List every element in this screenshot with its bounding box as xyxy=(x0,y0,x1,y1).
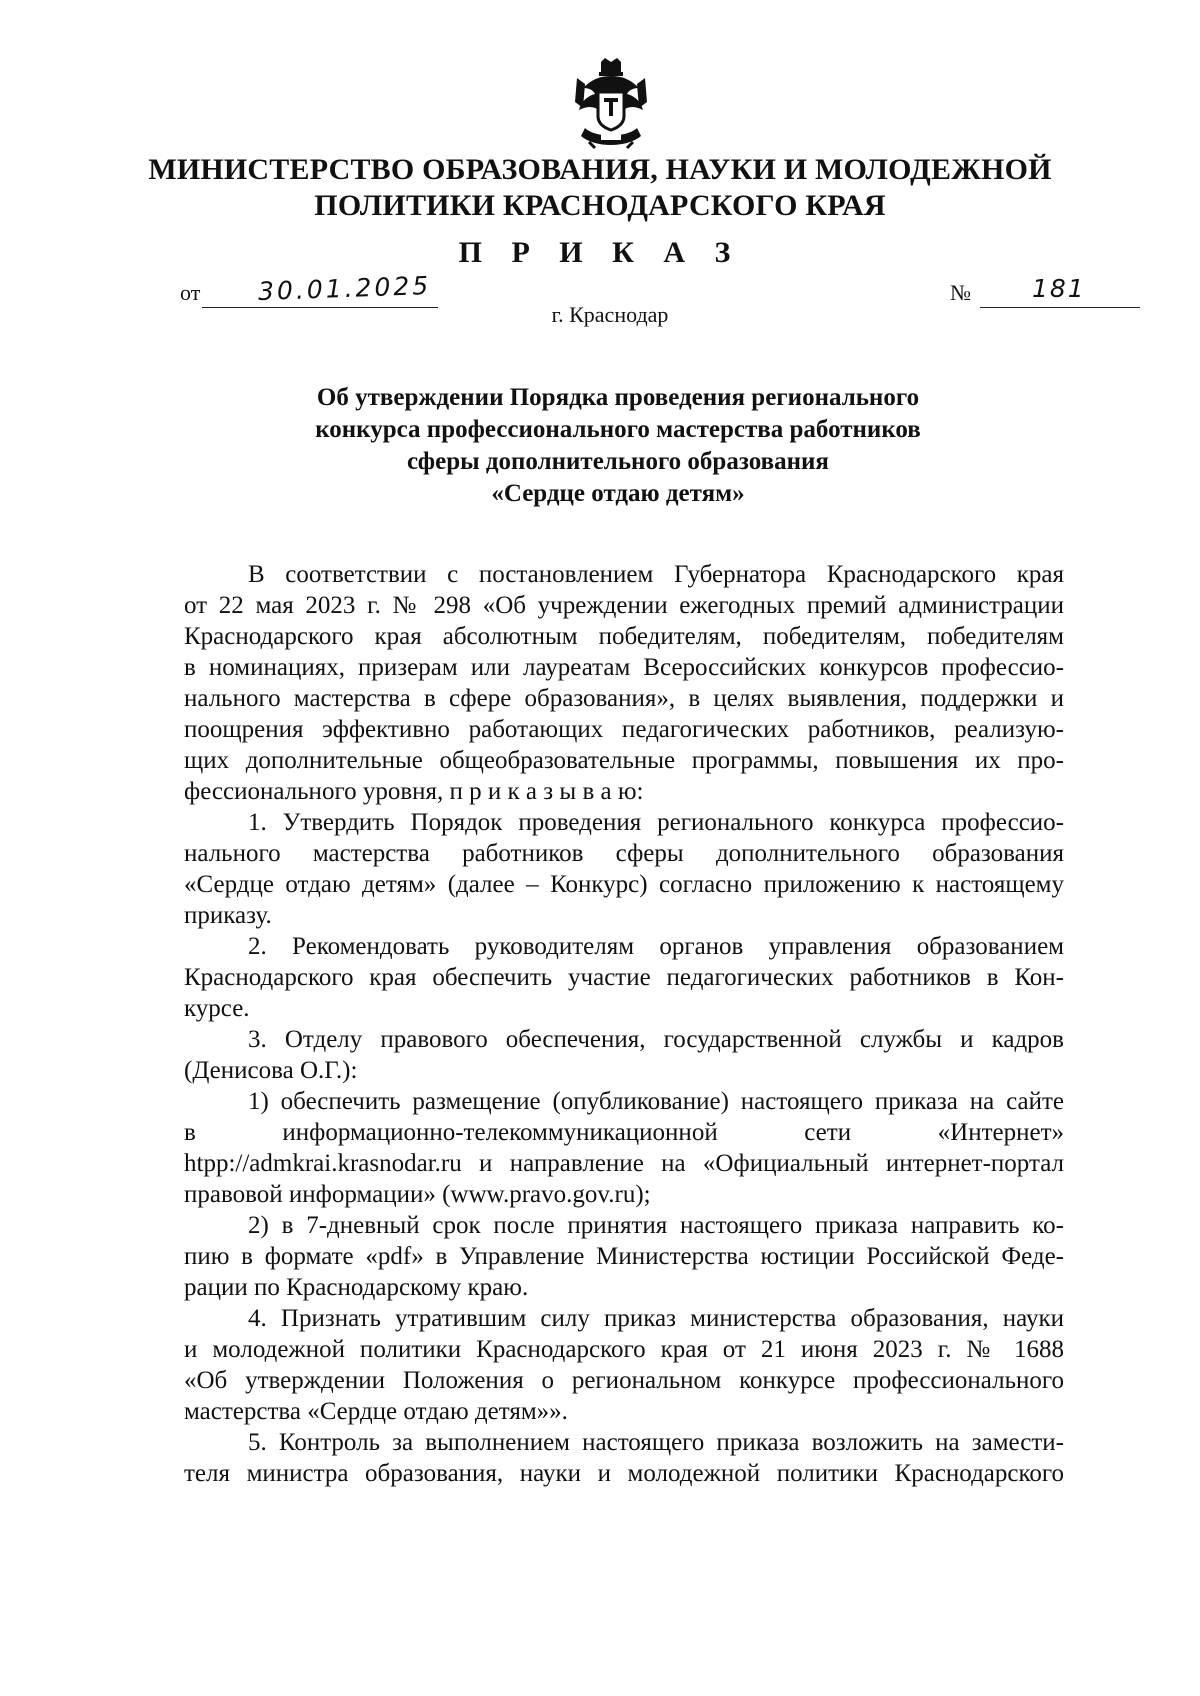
item-1-line: нального мастерства работников сферы дополнительного образования xyxy=(184,840,1064,867)
item-3-2-line: пию в формате «pdf» в Управление Министерства юстиции Российской Феде- xyxy=(184,1243,1064,1270)
preamble-line: щих дополнительные общеобразовательные программы, повышения их про- xyxy=(184,747,1064,774)
preamble-line: Краснодарского края абсолютным победителям, победителям, победителям xyxy=(184,623,1064,650)
item-3-line: (Денисова О.Г.): xyxy=(184,1057,358,1084)
item-1-line: «Сердце отдаю детям» (далее – Конкурс) согласно приложению к настоящему xyxy=(184,871,1064,898)
preamble-line: В соответствии с постановлением Губернатора Краснодарского края xyxy=(248,561,1064,588)
preamble-line: от 22 мая 2023 г. № 298 «Об учреждении ежегодных премий администрации xyxy=(184,592,1064,619)
order-body xyxy=(184,559,1064,1489)
ministry-name xyxy=(0,152,1200,224)
item-2-line: Краснодарского края обеспечить участие педагогических работников в Кон- xyxy=(184,964,1064,991)
number-prefix: № xyxy=(950,280,971,305)
item-4-line: «Об утверждении Положения о региональном конкурсе профессионального xyxy=(184,1367,1064,1394)
ministry-line-2: ПОЛИТИКИ КРАСНОДАРСКОГО КРАЯ xyxy=(314,189,886,222)
number-value: 181 xyxy=(1032,274,1086,303)
date-prefix: от xyxy=(180,280,201,305)
item-3-1-line: htpp://admkrai.krasnodar.ru и направление на «Официальный интернет-портал xyxy=(184,1150,1064,1177)
subject-line: Об утверждении Порядка проведения регионального xyxy=(316,384,920,411)
item-3-2-line: 2) в 7-дневный срок после принятия настоящего приказа направить ко- xyxy=(248,1212,1064,1239)
item-3-1-line: 1) обеспечить размещение (опубликование) настоящего приказа на сайте xyxy=(248,1088,1064,1115)
item-5-line: 5. Контроль за выполнением настоящего приказа возложить на замести- xyxy=(248,1429,1064,1456)
item-3-line: 3. Отделу правового обеспечения, государственной службы и кадров xyxy=(248,1026,1064,1053)
preamble-line: фессионального уровня, xyxy=(184,778,444,805)
item-3-1-line: правовой информации» (www.pravo.gov.ru); xyxy=(184,1181,651,1208)
item-2-line: 2. Рекомендовать руководителям органов управления образованием xyxy=(248,933,1064,960)
date-value: 30.01.2025 xyxy=(257,270,432,307)
item-4-line: и молодежной политики Краснодарского края от 21 июня 2023 г. № 1688 xyxy=(184,1336,1064,1363)
order-subject xyxy=(0,382,1200,510)
item-5-line: теля министра образования, науки и молодежной политики Краснодарского xyxy=(184,1460,1064,1487)
preamble-line: поощрения эффективно работающих педагогических работников, реализую- xyxy=(184,716,1064,743)
item-3-2-line: рации по Краснодарскому краю. xyxy=(184,1274,529,1301)
item-1-line: приказу. xyxy=(184,902,272,929)
order-word: п р и к а з ы в а ю: xyxy=(449,778,644,805)
item-1-line: 1. Утвердить Порядок проведения регионального конкурса профессио- xyxy=(248,809,1064,836)
city: г. Краснодар xyxy=(551,302,669,327)
item-4-line: мастерства «Сердце отдаю детям»». xyxy=(184,1398,568,1425)
item-3-1-line: в информационно-телекоммуникационной сети «Интернет» xyxy=(184,1119,1064,1146)
preamble-line: в номинациях, призерам или лауреатам Всероссийских конкурсов профессио- xyxy=(184,654,1064,681)
subject-line: сферы дополнительного образования xyxy=(407,448,829,475)
coat-of-arms-icon xyxy=(571,58,651,150)
subject-line: конкурса профессионального мастерства работников xyxy=(315,416,921,443)
ministry-line-1: МИНИСТЕРСТВО ОБРАЗОВАНИЯ, НАУКИ И МОЛОДЕЖНОЙ xyxy=(148,153,1052,186)
subject-line: «Сердце отдаю детям» xyxy=(491,480,745,507)
item-4-line: 4. Признать утратившим силу приказ министерства образования, науки xyxy=(248,1305,1064,1332)
preamble-last-line xyxy=(184,776,1064,807)
preamble-line: нального мастерства в сфере образования», в целях выявления, поддержки и xyxy=(184,685,1064,712)
item-2-line: курсе. xyxy=(184,995,250,1022)
document-type: П Р И К А З xyxy=(458,236,742,269)
